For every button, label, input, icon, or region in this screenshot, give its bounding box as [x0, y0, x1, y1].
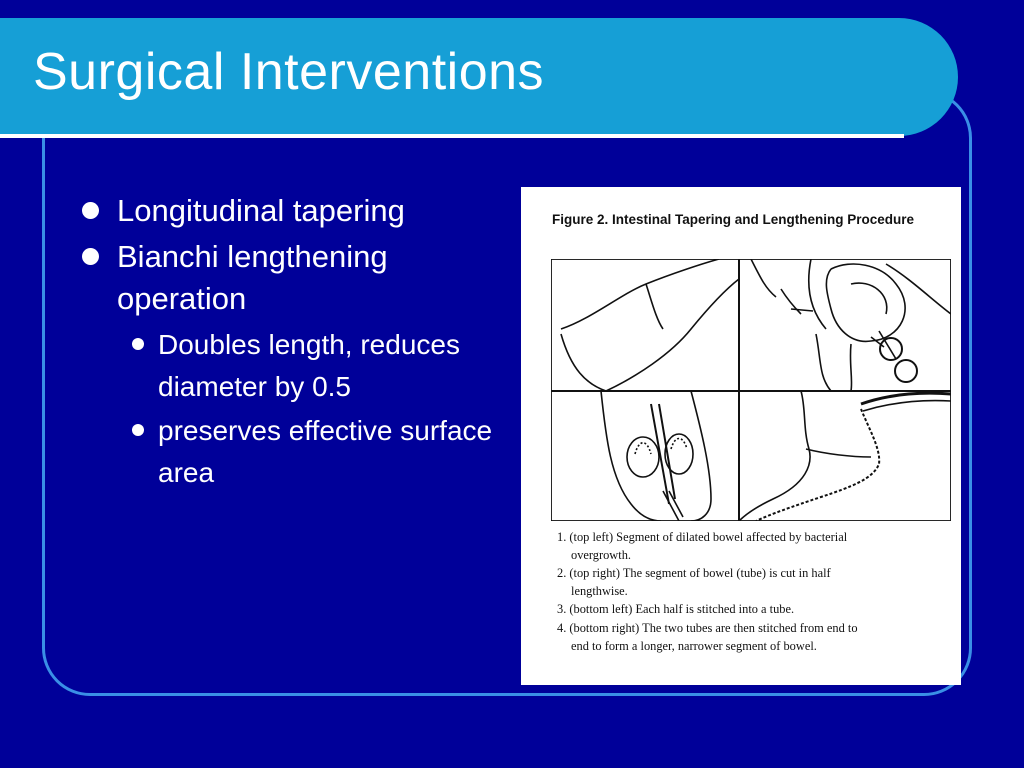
figure-image: [521, 187, 961, 685]
panel-cut-bowel: [751, 259, 951, 391]
sub-bullet-text: Doubles length, reduces diameter by 0.5: [158, 328, 460, 402]
sub-bullet-text: preserves effective surface area: [158, 414, 493, 488]
caption-line: 4. (bottom right) The two tubes are then stitched from end to: [557, 620, 858, 635]
bullet-list: [82, 190, 502, 494]
caption-line: 1. (top left) Segment of dilated bowel affected by bacterial: [557, 530, 848, 544]
bullet-item: [82, 190, 502, 232]
panel-joined-tubes: [739, 391, 951, 521]
panel-dilated-bowel: [561, 259, 739, 391]
figure-caption: [557, 528, 952, 655]
sub-bullet-item: [132, 410, 502, 494]
bullet-text: Bianchi lengthening operation: [117, 238, 388, 316]
caption-line: 2. (top right) The segment of bowel (tube) is cut in half: [557, 566, 831, 581]
bullet-dot-icon: [82, 202, 99, 219]
caption-line: lengthwise.: [571, 584, 628, 599]
bullet-dot-icon: [132, 424, 144, 436]
caption-line: 3. (bottom left) Each half is stitched into a tube.: [557, 602, 795, 617]
sub-bullet-item: [132, 324, 502, 408]
slide-title: Surgical Interventions: [33, 43, 545, 101]
bullet-dot-icon: [132, 338, 144, 350]
caption-line: overgrowth.: [571, 548, 631, 563]
bullet-dot-icon: [82, 248, 99, 265]
caption-line: end to form a longer, narrower segment of bowel.: [571, 638, 817, 653]
surgical-illustration: [551, 259, 951, 521]
bullet-item: [82, 236, 502, 320]
title-divider: [0, 134, 904, 138]
figure-title: Figure 2. Intestinal Tapering and Lengthening Procedure: [552, 212, 915, 227]
bullet-text: Longitudinal tapering: [117, 193, 405, 228]
panel-stitched-tubes: [601, 391, 711, 521]
